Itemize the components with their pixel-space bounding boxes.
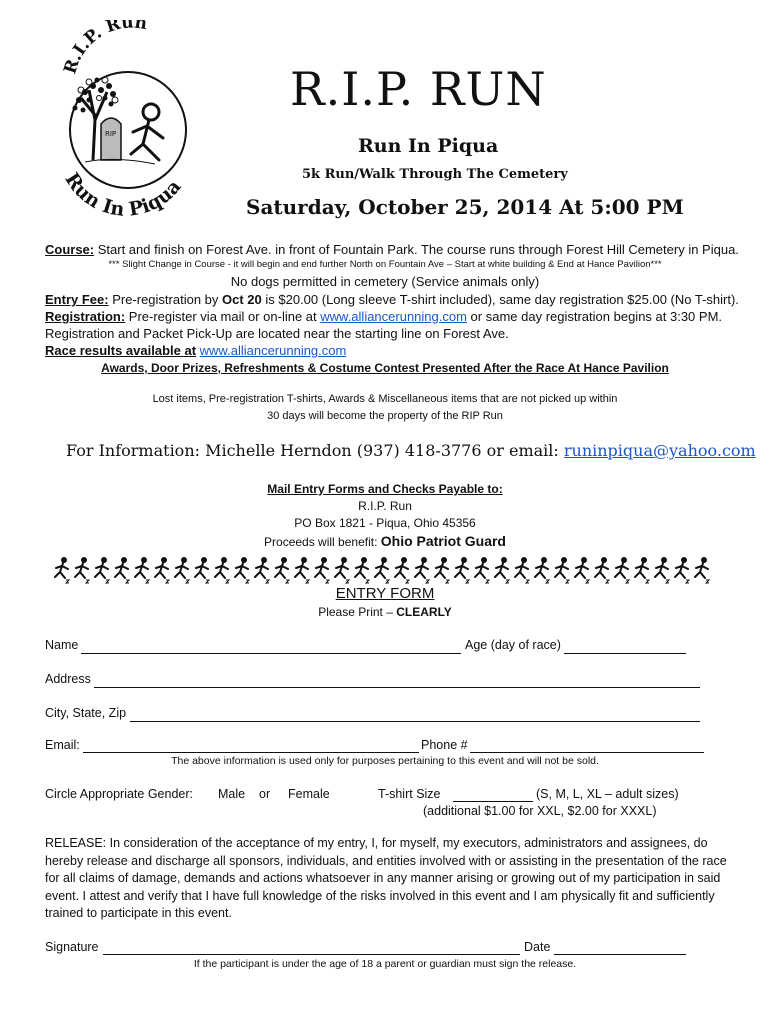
course-text: Start and finish on Forest Ave. in front of Fountain Park. The course runs through Forest Hill Cemetery in Piqua. — [94, 242, 739, 257]
signature-label: Signature — [45, 940, 99, 954]
print-instruction: Please Print – — [318, 605, 397, 619]
age-field[interactable] — [564, 653, 686, 654]
phone-label: Phone # — [421, 738, 468, 752]
runner-icon — [312, 556, 332, 584]
runner-icon — [452, 556, 472, 584]
runner-divider — [52, 556, 722, 586]
lost-items-line-2: 30 days will become the property of the RIP Run — [267, 410, 503, 422]
contact-text: For Information: Michelle Herndon (937) 418-3776 or email: — [66, 441, 564, 460]
entry-fee-deadline: Oct 20 — [222, 292, 262, 307]
logo — [55, 20, 200, 220]
course-label: Course: — [45, 242, 95, 257]
runner-icon — [232, 556, 252, 584]
pickup-info: Registration and Packet Pick-Up are located near the starting line on Forest Ave. — [45, 326, 509, 341]
awards-notice: Awards, Door Prizes, Refreshments & Costume Contest Presented After the Race At Hance Pavilion — [101, 361, 669, 375]
lost-items-line-1: Lost items, Pre-registration T-shirts, Awards & Miscellaneous items that are not picked up within — [152, 393, 618, 405]
benefit-label: Proceeds will benefit: — [264, 535, 381, 549]
registration-text-b: or same day registration begins at 3:30 PM. — [466, 309, 723, 324]
runner-icon — [252, 556, 272, 584]
mail-address: PO Box 1821 - Piqua, Ohio 45356 — [294, 516, 476, 530]
logo-tombstone-text: RIP — [105, 130, 117, 138]
runner-icon — [412, 556, 432, 584]
course-note: *** Slight Change in Course - it will begin and end further North on Fountain Ave – Start at white building & End at Hance Pavilion*** — [108, 259, 662, 270]
print-emphasis: CLEARLY — [396, 605, 452, 619]
runner-icon — [332, 556, 352, 584]
runner-icon — [572, 556, 592, 584]
minor-note: If the participant is under the age of 18 a parent or guardian must sign the release. — [193, 958, 577, 970]
entry-fee-text-b: is $20.00 (Long sleeve T-shirt included), same day registration $25.00 (No T-shirt). — [261, 292, 739, 307]
runner-icon — [272, 556, 292, 584]
runner-icon — [552, 556, 572, 584]
name-label: Name — [45, 638, 79, 652]
runner-icon — [212, 556, 232, 584]
phone-field[interactable] — [470, 752, 704, 753]
runner-icon — [92, 556, 112, 584]
email-label: Email: — [45, 738, 80, 752]
runner-icon — [292, 556, 312, 584]
runner-icon — [612, 556, 632, 584]
tshirt-sizes: (S, M, L, XL – adult sizes) — [536, 787, 679, 801]
runner-icon — [432, 556, 452, 584]
tshirt-label: T-shirt Size — [378, 787, 441, 801]
runner-icon — [692, 556, 712, 584]
address-label: Address — [45, 672, 91, 686]
registration-link[interactable]: www.alliancerunning.com — [320, 309, 467, 324]
mail-payee: R.I.P. Run — [358, 499, 412, 513]
runner-icon — [532, 556, 552, 584]
runner-icon — [472, 556, 492, 584]
release-text: RELEASE: In consideration of the acceptance of my entry, I, for myself, my executors, administrators and assignees, do hereby release and discharge all sponsors, individuals, and entities involved with or assisting in the presentation of the race for all claims of damage, demands and actions whatsoever in any manner arising or growing out of my participation in said event. I attest and verify that I have full knowledge of the risks involved in this event and I am physically fit and sufficiently trained to participate in this event. — [45, 836, 727, 920]
runner-icon — [352, 556, 372, 584]
runner-icon — [492, 556, 512, 584]
tshirt-extra: (additional $1.00 for XXL, $2.00 for XXXL) — [423, 804, 657, 818]
gender-female-option[interactable]: Female — [288, 787, 330, 801]
event-date: Saturday, October 25, 2014 At 5:00 PM — [246, 195, 684, 219]
gender-label: Circle Appropriate Gender: — [45, 787, 193, 801]
page-title: R.I.P. RUN — [290, 62, 547, 116]
runner-icon — [132, 556, 152, 584]
entry-fee-label: Entry Fee: — [45, 292, 109, 307]
results-label: Race results available at — [45, 343, 197, 358]
runner-icon — [632, 556, 652, 584]
runner-icon — [172, 556, 192, 584]
benefit-name: Ohio Patriot Guard — [380, 533, 506, 549]
runner-icon — [152, 556, 172, 584]
signature-field[interactable] — [103, 954, 520, 955]
runner-icon — [52, 556, 72, 584]
runner-icon — [592, 556, 612, 584]
registration-label: Registration: — [45, 309, 126, 324]
runner-icon — [72, 556, 92, 584]
dogs-notice: No dogs permitted in cemetery (Service animals only) — [230, 274, 540, 289]
email-field[interactable] — [83, 752, 419, 753]
svg-text:R.I.P. Run — [60, 20, 148, 76]
age-label: Age (day of race) — [465, 638, 561, 652]
logo-arc-bottom: Run In Piqua — [60, 168, 186, 220]
privacy-note: The above information is used only for purposes pertaining to this event and will not be sold. — [171, 755, 599, 767]
entry-form-title: ENTRY FORM — [335, 585, 435, 602]
entry-fee-text-a: Pre-registration by — [108, 292, 223, 307]
gender-or: or — [259, 787, 271, 801]
address-field[interactable] — [94, 687, 700, 688]
city-field[interactable] — [130, 721, 700, 722]
date-label: Date — [524, 940, 551, 954]
name-field[interactable] — [81, 653, 461, 654]
runner-icon — [192, 556, 212, 584]
registration-text-a: Pre-register via mail or on-line at — [125, 309, 321, 324]
runner-icon — [672, 556, 692, 584]
city-label: City, State, Zip — [45, 706, 127, 720]
gender-male-option[interactable]: Male — [218, 787, 246, 801]
mail-heading: Mail Entry Forms and Checks Payable to: — [267, 482, 503, 496]
svg-text:Run In Piqua — [60, 169, 185, 220]
tagline: 5k Run/Walk Through The Cemetery — [302, 167, 568, 182]
subtitle: Run In Piqua — [358, 135, 499, 157]
runner-icon — [652, 556, 672, 584]
runner-icon — [112, 556, 132, 584]
runner-icon — [392, 556, 412, 584]
results-link[interactable]: www.alliancerunning.com — [199, 343, 347, 358]
tshirt-field[interactable] — [453, 801, 533, 802]
logo-arc-top: R.I.P. Run — [60, 20, 149, 77]
contact-email-link[interactable]: runinpiqua@yahoo.com — [563, 441, 756, 460]
runner-icon — [512, 556, 532, 584]
date-field[interactable] — [554, 954, 686, 955]
runner-icon — [372, 556, 392, 584]
